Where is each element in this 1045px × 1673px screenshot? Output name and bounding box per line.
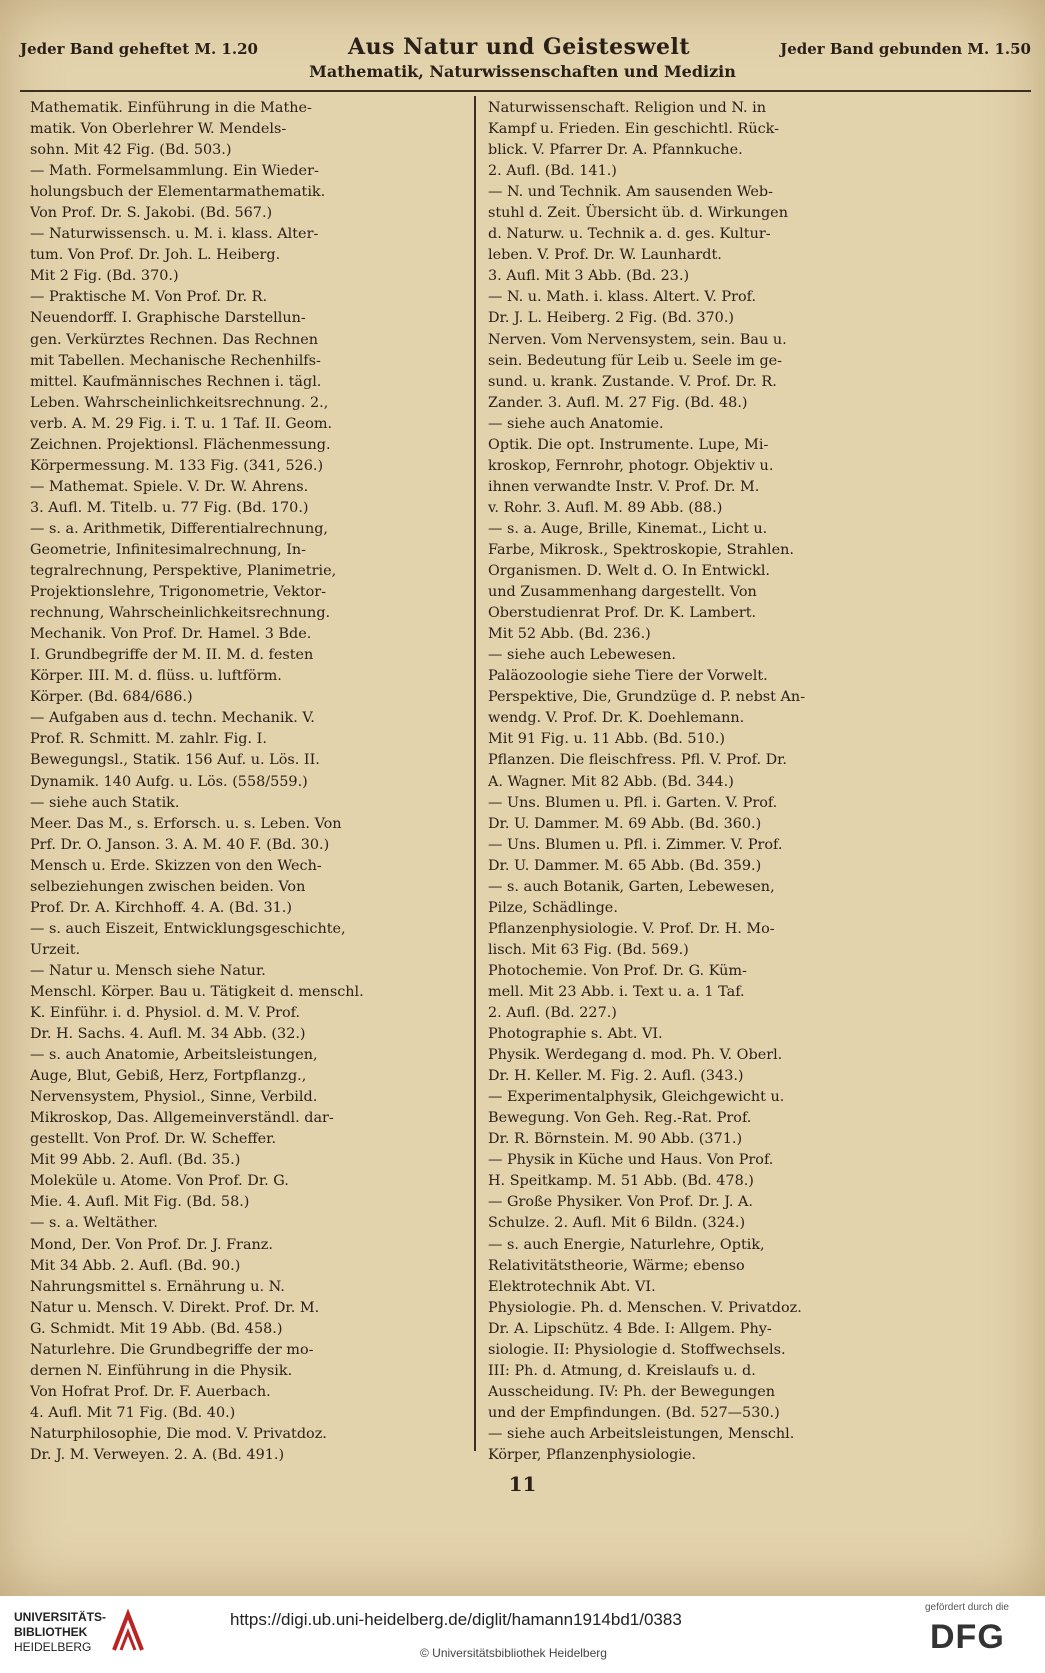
text-line: G. Schmidt. Mit 19 Abb. (Bd. 458.) [30,1320,283,1337]
text-line: Von Hofrat Prof. Dr. F. Auerbach. [30,1383,271,1400]
library-logo-text [14,1610,106,1655]
text-line: — s. auch Anatomie, Arbeitsleistungen, [30,1047,318,1064]
text-line: verb. A. M. 29 Fig. i. T. u. 1 Taf. II. Geom. [30,415,333,432]
text-line: — Experimentalphysik, Gleichgewicht u. [488,1089,785,1106]
text-line: Pilze, Schädlinge. [488,899,618,916]
text-line: blick. V. Pfarrer Dr. A. Pfannkuche. [488,142,743,159]
text-line: selbeziehungen zwischen beiden. Von [30,878,306,895]
text-line: Leben. Wahrscheinlichkeitsrechnung. 2., [30,394,329,411]
text-line: — s. a. Weltäther. [30,1215,158,1232]
text-line: Prf. Dr. O. Janson. 3. A. M. 40 F. (Bd. 30.) [30,836,330,853]
text-line: Prof. Dr. A. Kirchhoff. 4. A. (Bd. 31.) [30,899,292,916]
text-line: Menschl. Körper. Bau u. Tätigkeit d. menschl. [30,983,364,1000]
text-line: H. Speitkamp. M. 51 Abb. (Bd. 478.) [488,1173,754,1190]
text-line: rechnung, Wahrscheinlichkeitsrechnung. [30,605,331,622]
text-line: K. Einführ. i. d. Physiol. d. M. V. Prof. [30,1005,301,1022]
text-line: tum. Von Prof. Dr. Joh. L. Heiberg. [30,247,281,264]
library-name-1: UNIVERSITÄTS- [14,1610,107,1624]
text-line: Mond, Der. Von Prof. Dr. J. Franz. [30,1236,273,1253]
text-line: Mikroskop, Das. Allgemeinverständl. dar- [30,1110,334,1127]
text-line: Dr. R. Börnstein. M. 90 Abb. (371.) [488,1131,743,1148]
text-line: leben. V. Prof. Dr. W. Launhardt. [488,247,722,264]
text-line: Urzeit. [30,941,81,958]
text-line: Physiologie. Ph. d. Menschen. V. Privatdoz. [488,1299,802,1316]
funding-note: gefördert durch die [925,1602,1009,1613]
dfg-logo: DFG [930,1618,1005,1656]
library-name-2: BIBLIOTHEK [14,1625,88,1639]
text-line: ihnen verwandte Instr. V. Prof. Dr. M. [488,478,760,495]
text-line: gestellt. Von Prof. Dr. W. Scheffer. [30,1131,277,1148]
text-line: Paläozoologie siehe Tiere der Vorwelt. [488,668,768,685]
text-line: Prof. R. Schmitt. M. zahlr. Fig. I. [30,731,267,748]
text-line: Schulze. 2. Aufl. Mit 6 Bildn. (324.) [488,1215,746,1232]
text-line: Elektrotechnik Abt. VI. [488,1278,656,1295]
text-line: mell. Mit 23 Abb. i. Text u. a. 1 Taf. [488,983,745,1000]
text-line: stuhl d. Zeit. Übersicht üb. d. Wirkungen [488,205,788,222]
text-line: Auge, Blut, Gebiß, Herz, Fortpflanzg., [30,1068,307,1085]
text-line: Mit 34 Abb. 2. Aufl. (Bd. 90.) [30,1257,241,1274]
text-line: Körper, Pflanzenphysiologie. [488,1447,697,1463]
text-line: Organismen. D. Welt d. O. In Entwickl. [488,563,770,580]
text-line: Oberstudienrat Prof. Dr. K. Lambert. [488,605,757,622]
text-line: tegralrechnung, Perspektive, Planimetrie, [30,563,337,580]
left-column [30,98,475,1466]
text-line: Körper. (Bd. 684/686.) [30,689,193,706]
text-line: — Math. Formelsammlung. Ein Wieder- [30,163,319,180]
text-line: Körper. III. M. d. flüss. u. luftförm. [30,668,282,685]
text-line: Photographie s. Abt. VI. [488,1026,663,1043]
text-line: Mit 2 Fig. (Bd. 370.) [30,268,179,285]
text-line: — Uns. Blumen u. Pfl. i. Garten. V. Prof. [488,794,778,811]
text-line: — Physik in Küche und Haus. Von Prof. [488,1152,774,1169]
right-column [488,98,938,1466]
text-line: Meer. Das M., s. Erforsch. u. s. Leben. Von [30,815,342,832]
text-line: — siehe auch Statik. [30,794,180,811]
text-line: — s. auch Botanik, Garten, Lebewesen, [488,878,775,895]
text-line: Perspektive, Die, Grundzüge d. P. nebst An- [488,689,806,706]
text-line: sohn. Mit 42 Fig. (Bd. 503.) [30,142,232,159]
text-line: kroskop, Fernrohr, photogr. Objektiv u. [488,457,774,474]
series-title: Aus Natur und Geisteswelt [348,34,690,60]
text-line: Dynamik. 140 Aufg. u. Lös. (558/559.) [30,773,308,790]
text-line: Ausscheidung. IV: Ph. der Bewegungen [488,1383,775,1400]
text-line: Bewegung. Von Geh. Reg.-Rat. Prof. [488,1110,752,1127]
text-line: gen. Verkürztes Rechnen. Das Rechnen [30,331,319,348]
text-line: Farbe, Mikrosk., Spektroskopie, Strahlen. [488,541,794,558]
text-line: Kampf u. Frieden. Ein geschichtl. Rück- [488,121,779,138]
text-line: Dr. H. Keller. M. Fig. 2. Aufl. (343.) [488,1068,744,1085]
text-line: Physik. Werdegang d. mod. Ph. V. Oberl. [488,1047,783,1064]
text-line: A. Wagner. Mit 82 Abb. (Bd. 344.) [488,773,734,790]
text-line: Mensch u. Erde. Skizzen von den Wech- [30,857,322,874]
text-line: Pflanzenphysiologie. V. Prof. Dr. H. Mo- [488,920,775,937]
page-subtitle: Mathematik, Naturwissenschaften und Medizin [309,62,736,81]
text-line: und der Empfindungen. (Bd. 527—530.) [488,1404,780,1421]
text-line: — Aufgaben aus d. techn. Mechanik. V. [30,710,315,727]
text-line: sund. u. krank. Zustande. V. Prof. Dr. R. [488,373,777,390]
text-line: — siehe auch Anatomie. [488,415,664,432]
text-line: Dr. U. Dammer. M. 65 Abb. (Bd. 359.) [488,857,762,874]
text-line: Nervensystem, Physiol., Sinne, Verbild. [30,1089,318,1106]
text-line: Bewegungsl., Statik. 156 Auf. u. Lös. II. [30,752,320,769]
text-line: sein. Bedeutung für Leib u. Seele im ge- [488,352,783,369]
text-line: Relativitätstheorie, Wärme; ebenso [488,1257,745,1274]
text-line: d. Naturw. u. Technik a. d. ges. Kultur- [488,226,771,243]
text-line: Dr. U. Dammer. M. 69 Abb. (Bd. 360.) [488,815,762,832]
text-line: III: Ph. d. Atmung, d. Kreislaufs u. d. [488,1362,756,1379]
header-left: Jeder Band geheftet M. 1.20 [20,40,258,58]
text-line: 2. Aufl. (Bd. 141.) [488,163,617,180]
text-line: Moleküle u. Atome. Von Prof. Dr. G. [30,1173,289,1190]
text-line: Zeichnen. Projektionsl. Flächenmessung. [30,436,331,453]
text-line: und Zusammenhang dargestellt. Von [488,584,757,601]
text-line: Dr. J. M. Verweyen. 2. A. (Bd. 491.) [30,1447,285,1463]
text-line: — Uns. Blumen u. Pfl. i. Zimmer. V. Prof. [488,836,783,853]
header-right: Jeder Band gebunden M. 1.50 [780,40,1031,58]
text-line: 2. Aufl. (Bd. 227.) [488,1005,617,1022]
text-line: Naturphilosophie, Die mod. V. Privatdoz. [30,1425,327,1442]
text-line: Dr. J. L. Heiberg. 2 Fig. (Bd. 370.) [488,310,735,327]
text-line: 3. Aufl. M. Titelb. u. 77 Fig. (Bd. 170.) [30,499,309,516]
text-line: Körpermessung. M. 133 Fig. (341, 526.) [30,457,324,474]
text-line: — Naturwissensch. u. M. i. klass. Alter- [30,226,319,243]
text-line: Photochemie. Von Prof. Dr. G. Küm- [488,962,747,979]
page-number: 11 [508,1472,537,1496]
text-line: mittel. Kaufmännisches Rechnen i. tägl. [30,373,322,390]
text-line: — s. a. Arithmetik, Differentialrechnung, [30,520,328,537]
text-line: — s. auch Eiszeit, Entwicklungsgeschichte, [30,920,346,937]
text-line: matik. Von Oberlehrer W. Mendels- [30,121,287,138]
text-line: — s. a. Auge, Brille, Kinemat., Licht u. [488,520,768,537]
text-line: lisch. Mit 63 Fig. (Bd. 569.) [488,941,689,958]
text-line: Nahrungsmittel s. Ernährung u. N. [30,1278,285,1295]
text-line: siologie. II: Physiologie d. Stoffwechsels. [488,1341,786,1358]
text-line: — Große Physiker. Von Prof. Dr. J. A. [488,1194,753,1211]
text-line: — s. auch Energie, Naturlehre, Optik, [488,1236,765,1253]
text-line: wendg. V. Prof. Dr. K. Doehlemann. [488,710,745,727]
text-line: Geometrie, Infinitesimalrechnung, In- [30,541,307,558]
text-line: — siehe auch Arbeitsleistungen, Menschl. [488,1425,795,1442]
viewer-footer [0,1596,1045,1673]
text-line: holungsbuch der Elementarmathematik. [30,184,326,201]
text-line: Neuendorff. I. Graphische Darstellun- [30,310,306,327]
copyright-notice: © Universitätsbibliothek Heidelberg [420,1646,607,1660]
text-line: I. Grundbegriffe der M. II. M. d. festen [30,647,314,664]
text-line: — Natur u. Mensch siehe Natur. [30,962,266,979]
text-line: 4. Aufl. Mit 71 Fig. (Bd. 40.) [30,1404,236,1421]
text-line: Projektionslehre, Trigonometrie, Vektor- [30,584,327,601]
text-line: — siehe auch Lebewesen. [488,647,676,664]
page-header [20,34,1031,60]
text-line: Pflanzen. Die fleischfress. Pfl. V. Prof. Dr. [488,752,787,769]
text-line: — Praktische M. Von Prof. Dr. R. [30,289,268,306]
text-line: dernen N. Einführung in die Physik. [30,1362,293,1379]
text-line: Dr. A. Lipschütz. 4 Bde. I: Allgem. Phy- [488,1320,772,1337]
text-line: Mie. 4. Aufl. Mit Fig. (Bd. 58.) [30,1194,250,1211]
text-line: Mit 99 Abb. 2. Aufl. (Bd. 35.) [30,1152,241,1169]
text-line: — N. und Technik. Am sausenden Web- [488,184,773,201]
text-line: Mit 52 Abb. (Bd. 236.) [488,626,651,643]
text-line: Optik. Die opt. Instrumente. Lupe, Mi- [488,436,769,453]
text-line: Natur u. Mensch. V. Direkt. Prof. Dr. M. [30,1299,320,1316]
text-line: — N. u. Math. i. klass. Altert. V. Prof. [488,289,757,306]
permalink-url[interactable]: https://digi.ub.uni-heidelberg.de/diglit/hamann1914bd1/0383 [230,1610,682,1629]
text-line: Mechanik. Von Prof. Dr. Hamel. 3 Bde. [30,626,312,643]
text-line: Nerven. Vom Nervensystem, sein. Bau u. [488,331,787,348]
text-line: Dr. H. Sachs. 4. Aufl. M. 34 Abb. (32.) [30,1026,306,1043]
header-rule [20,90,1031,92]
text-line: Mit 91 Fig. u. 11 Abb. (Bd. 510.) [488,731,726,748]
text-line: — Mathemat. Spiele. V. Dr. W. Ahrens. [30,478,309,495]
text-line: v. Rohr. 3. Aufl. M. 89 Abb. (88.) [488,499,723,516]
text-line: Zander. 3. Aufl. M. 27 Fig. (Bd. 48.) [488,394,748,411]
library-name-3: HEIDELBERG [14,1640,92,1654]
text-line: 3. Aufl. Mit 3 Abb. (Bd. 23.) [488,268,690,285]
text-line: Mathematik. Einführung in die Mathe- [30,100,312,116]
text-line: mit Tabellen. Mechanische Rechenhilfs- [30,352,321,369]
text-line: Naturwissenschaft. Religion und N. in [488,100,767,116]
text-line: Von Prof. Dr. S. Jakobi. (Bd. 567.) [30,205,273,222]
library-logo-icon [108,1608,148,1656]
text-line: Naturlehre. Die Grundbegriffe der mo- [30,1341,314,1358]
